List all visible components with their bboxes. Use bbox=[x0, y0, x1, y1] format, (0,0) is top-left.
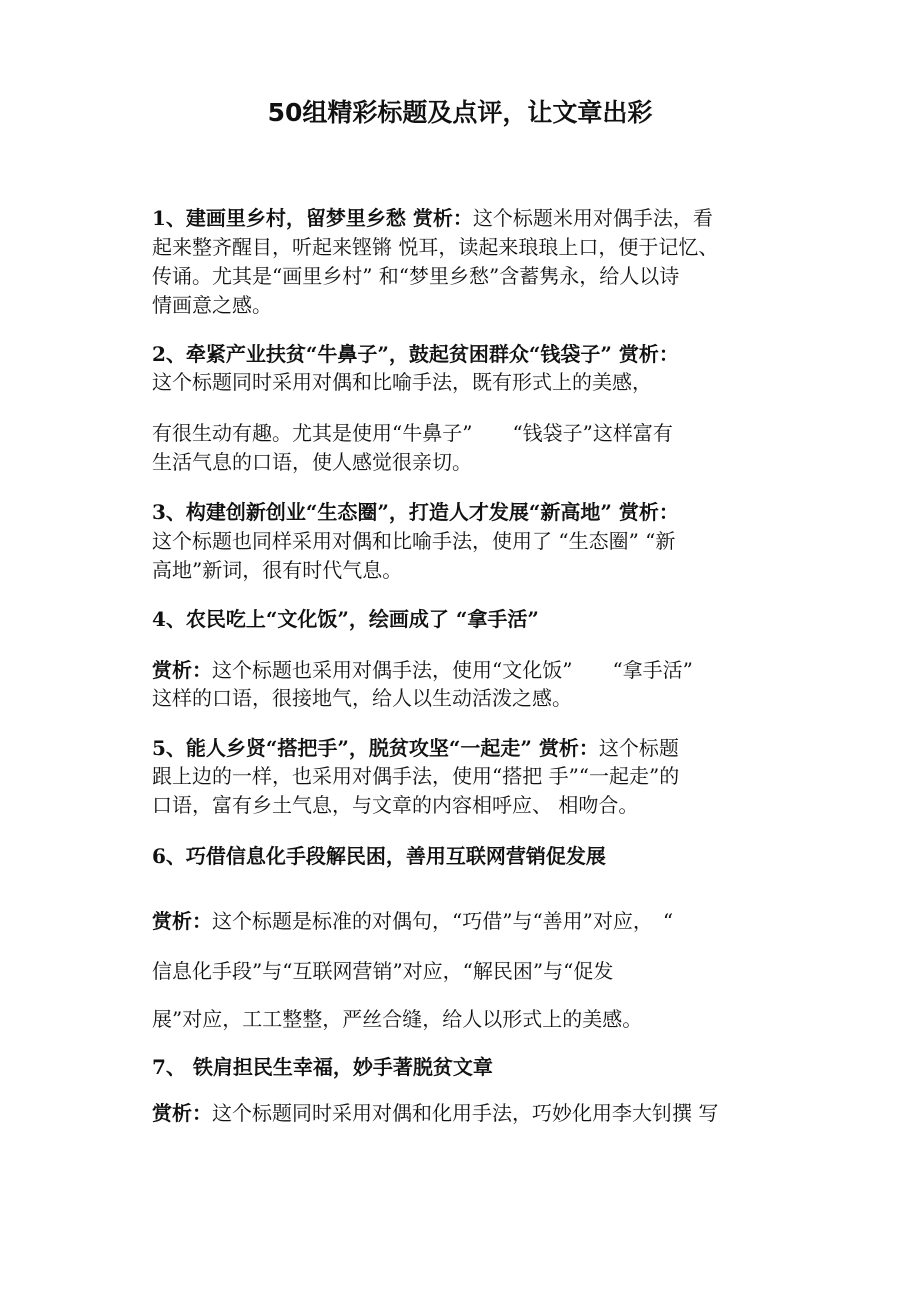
entry-7-heading: 7、 铁肩担民生幸福，妙手著脱贫文章 bbox=[152, 1055, 493, 1079]
entry-7-label: 赏析： bbox=[152, 1101, 212, 1125]
entry-2-line: 有很生动有趣。尤其是使用“牛鼻子” “钱袋子”这样富有 bbox=[152, 421, 673, 445]
entry-1-line: 传诵。尤其是“画里乡村” 和“梦里乡愁”含蓄隽永，给人以诗 bbox=[152, 264, 680, 288]
entry-6-label: 赏析： bbox=[152, 909, 212, 933]
entry-5-line: 口语，富有乡土气息，与文章的内容相呼应、 相吻合。 bbox=[152, 793, 639, 817]
page-title: 50组精彩标题及点评，让文章出彩 bbox=[267, 98, 653, 127]
entry-4-text: 这个标题也采用对偶手法，使用“文化饭” “拿手活” bbox=[212, 658, 693, 682]
entry-2-line: 生活气息的口语，使人感觉很亲切。 bbox=[152, 450, 472, 474]
entry-2-line: 这个标题同时采用对偶和比喻手法，既有形式上的美感， bbox=[152, 370, 652, 394]
entry-5-heading: 5、能人乡贤“搭把手”，脱贫攻坚“一起走” 赏析： bbox=[152, 736, 599, 760]
entry-6-text: 这个标题是标准的对偶句，“巧借”与“善用”对应， “ bbox=[212, 909, 674, 933]
entry-6-heading: 6、巧借信息化手段解民困，善用互联网营销促发展 bbox=[152, 844, 606, 868]
entry-7-first-line bbox=[152, 1099, 718, 1127]
entry-3-heading: 3、构建创新创业“生态圈”，打造人才发展“新高地” 赏析： bbox=[152, 500, 679, 524]
entry-1-line: 起来整齐醒目，听起来铿锵 悦耳，读起来琅琅上口，便于记忆、 bbox=[152, 235, 719, 259]
entry-2-heading: 2、牵紧产业扶贫“牛鼻子”，鼓起贫困群众“钱袋子” 赏析： bbox=[152, 342, 679, 366]
entry-7-text: 这个标题同时采用对偶和化用手法，巧妙化用李大钊撰 写 bbox=[212, 1101, 719, 1125]
entry-4-label: 赏析： bbox=[152, 658, 212, 682]
entry-5-text: 这个标题 bbox=[598, 736, 679, 760]
entry-1-text: 这个标题米用对偶手法，看 bbox=[472, 206, 713, 230]
entry-3-line: 高地”新词，很有时代气息。 bbox=[152, 558, 403, 582]
entry-4-heading: 4、农民吃上“文化饭”，绘画成了 “拿手活” bbox=[152, 607, 539, 631]
entry-6-line: 信息化手段”与“互联网营销”对应，“解民困”与“促发 bbox=[152, 959, 614, 983]
entry-3-line: 这个标题也同样采用对偶和比喻手法，使用了 “生态圈” “新 bbox=[152, 529, 676, 553]
entry-6-line: 展”对应，工工整整，严丝合缝，给人以形式上的美感。 bbox=[152, 1007, 643, 1031]
entry-1-heading: 1、建画里乡村，留梦里乡愁 赏析： bbox=[152, 206, 473, 230]
entry-1-line: 情画意之感。 bbox=[152, 293, 272, 317]
entry-4-line: 这样的口语，很接地气，给人以生动活泼之感。 bbox=[152, 686, 572, 710]
entry-5-first-line bbox=[152, 734, 679, 762]
entry-1-first-line bbox=[152, 204, 713, 232]
entry-5-line: 跟上边的一样，也采用对偶手法，使用“搭把 手”“一起走”的 bbox=[152, 764, 680, 788]
entry-4-first-line bbox=[152, 656, 693, 684]
entry-6-first-line bbox=[152, 907, 673, 935]
